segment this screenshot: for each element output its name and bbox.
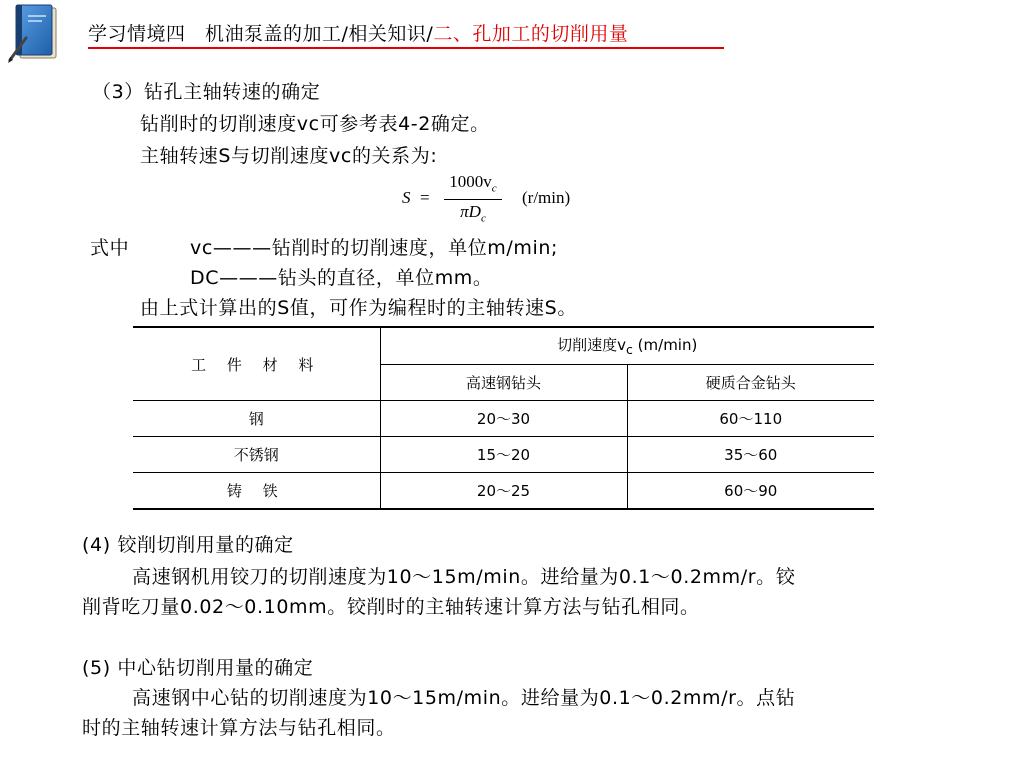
table-cell-hss: 20～25 xyxy=(380,473,627,510)
table-cell-material: 钢 xyxy=(133,401,380,437)
book-icon xyxy=(6,2,62,64)
section4-para-line1: 高速钢机用铰刀的切削速度为10～15m/min。进给量为0.1～0.2mm/r。铰 xyxy=(132,566,796,588)
section5-heading: (5) 中心钻切削用量的确定 xyxy=(82,657,314,679)
table-cell-hss: 15～20 xyxy=(380,437,627,473)
section3-line1: 钻削时的切削速度vc可参考表4-2确定。 xyxy=(140,113,490,135)
formula-lhs: S xyxy=(402,188,411,207)
section4-para-line2: 削背吃刀量0.02～0.10mm。铰削时的主轴转速计算方法与钻孔相同。 xyxy=(82,596,700,618)
breadcrumb-prefix: 学习情境四 机油泵盖的加工/相关知识/ xyxy=(88,23,434,45)
where-label: 式中 xyxy=(90,237,130,259)
table-row xyxy=(133,473,874,510)
formula-denominator: $\pi D_c$ xyxy=(460,202,486,225)
section4-heading: (4) 铰削切削用量的确定 xyxy=(82,534,294,556)
table-header-material: 工 件 材 料 xyxy=(133,327,380,401)
table-header-carbide: 硬质合金钻头 xyxy=(627,364,874,401)
table-header-speed: 切削速度$v_c$ (m/min) xyxy=(380,327,874,364)
cutting-speed-table xyxy=(133,326,874,510)
formula-fraction-bar xyxy=(444,199,502,200)
table-cell-hss: 20～30 xyxy=(380,401,627,437)
table-cell-material: 不锈钢 xyxy=(133,437,380,473)
where-vc-definition: vc———钻削时的切削速度，单位m/min; xyxy=(190,237,559,259)
table-cell-carbide: 60～90 xyxy=(627,473,874,510)
section5-para-line1: 高速钢中心钻的切削速度为10～15m/min。进给量为0.1～0.2mm/r。点钻 xyxy=(132,687,796,709)
table-cell-carbide: 60～110 xyxy=(627,401,874,437)
section3-line2: 主轴转速S与切削速度vc的关系为: xyxy=(140,145,438,167)
table-cell-carbide: 35～60 xyxy=(627,437,874,473)
formula-unit: (r/min) xyxy=(522,188,571,207)
section5-para-line2: 时的主轴转速计算方法与钻孔相同。 xyxy=(82,717,396,739)
where-dc-definition: DC———钻头的直径，单位mm。 xyxy=(190,267,493,289)
table-row xyxy=(133,401,874,437)
breadcrumb xyxy=(88,22,628,46)
header-underline xyxy=(88,47,724,49)
spindle-speed-formula xyxy=(402,172,602,228)
table-header-hss: 高速钢钻头 xyxy=(380,364,627,401)
where-conclusion: 由上式计算出的S值，可作为编程时的主轴转速S。 xyxy=(140,297,577,319)
table-row xyxy=(133,437,874,473)
formula-equals: = xyxy=(420,188,430,207)
section3-heading: （3）钻孔主轴转速的确定 xyxy=(92,81,321,103)
formula-numerator: $1000v_c$ xyxy=(449,172,497,195)
breadcrumb-current[interactable]: 二、孔加工的切削用量 xyxy=(433,23,629,45)
table-cell-material: 铸 铁 xyxy=(133,473,380,510)
